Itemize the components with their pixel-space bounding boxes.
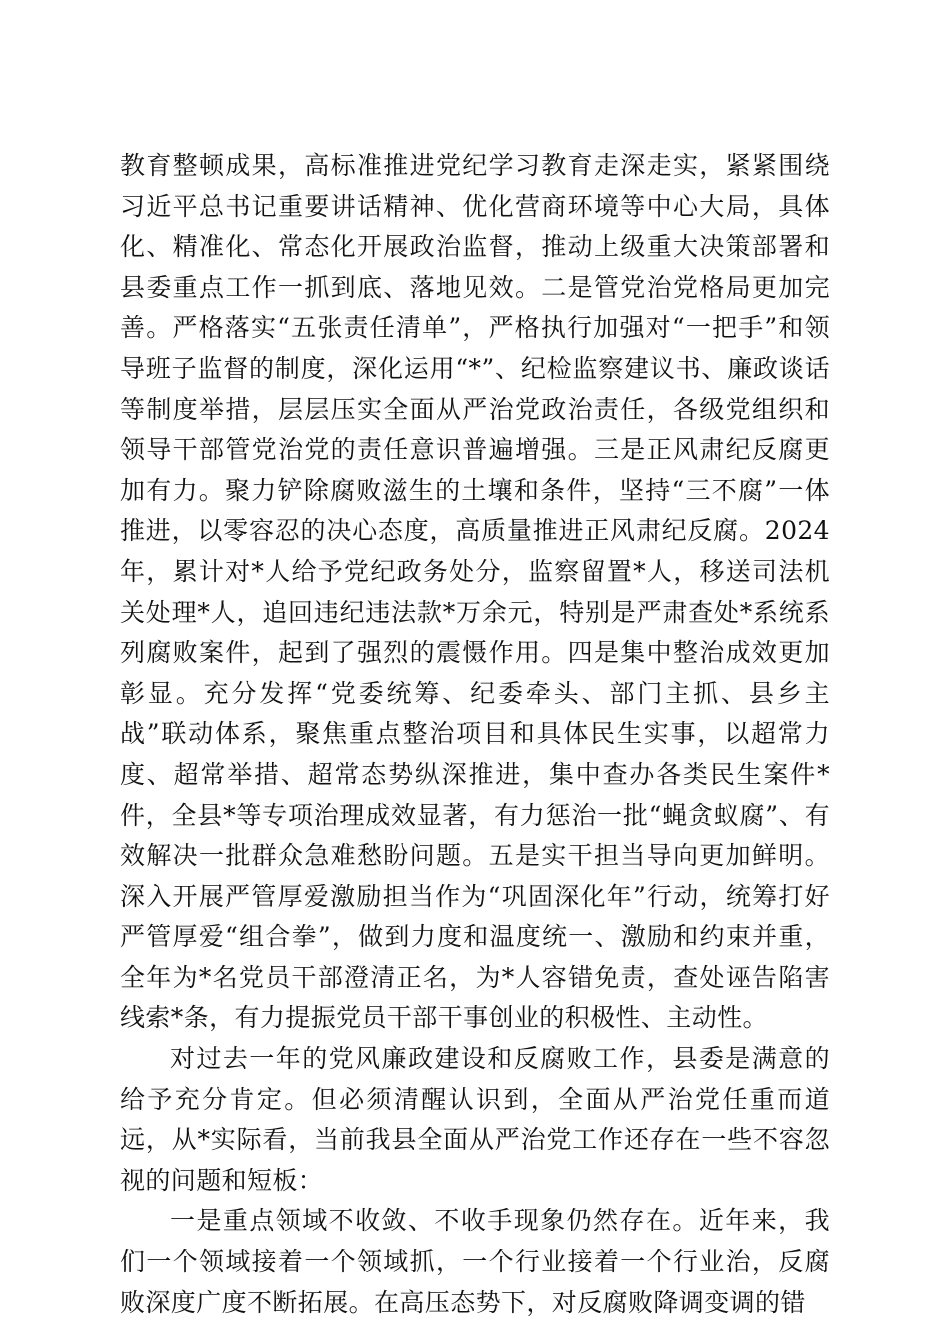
paragraph-problem-one: 一是重点领域不收敛、不收手现象仍然存在。近年来，我们一个领域接着一个领域抓，一个行业接着一个行业治，反腐败深度广度不断拓展。在高压态势下，对反腐败降调变调的错 [120, 1206, 830, 1317]
paragraph-assessment: 对过去一年的党风廉政建设和反腐败工作，县委是满意的给予充分肯定。但必须清醒认识到，全面从严治党任重而道远，从*实际看，当前我县全面从严治党工作还存在一些不容忽视的问题和短板： [120, 1044, 830, 1195]
paragraph-continuation: 教育整顿成果，高标准推进党纪学习教育走深走实，紧紧围绕习近平总书记重要讲话精神、优化营商环境等中心大局，具体化、精准化、常态化开展政治监督，推动上级重大决策部署和县委重点工作一抓到底、落地见效。二是管党治党格局更加完善。严格落实“五张责任清单”，严格执行加强对“一把手”和领导班子监督的制度，深化运用“*”、纪检监察建议书、廉政谈话等制度举措，层层压实全面从严治党政治责任，各级党组织和领导干部管党治党的责任意识普遍增强。三是正风肃纪反腐更加有力。聚力铲除腐败滋生的土壤和条件，坚持“三不腐”一体推进，以零容忍的决心态度，高质量推进正风肃纪反腐。2024年，累计对*人给予党纪政务处分，监察留置*人，移送司法机关处理*人，追回违纪违法款*万余元，特别是严肃查处*系统系列腐败案件，起到了强烈的震慑作用。四是集中整治成效更加彰显。充分发挥“党委统筹、纪委牵头、部门主抓、县乡主战”联动体系，聚焦重点整治项目和具体民生实事，以超常力度、超常举措、超常态势纵深推进，集中查办各类民生案件*件，全县*等专项治理成效显著，有力惩治一批“蝇贪蚁腐”、有效解决一批群众急难愁盼问题。五是实干担当导向更加鲜明。深入开展严管厚爱激励担当作为“巩固深化年”行动，统筹打好严管厚爱“组合拳”，做到力度和温度统一、激励和约束并重，全年为*名党员干部澄清正名，为*人容错免责，查处诬告陷害线索*条，有力提振党员干部干事创业的积极性、主动性。 [120, 151, 830, 1033]
document-body [120, 146, 830, 1323]
